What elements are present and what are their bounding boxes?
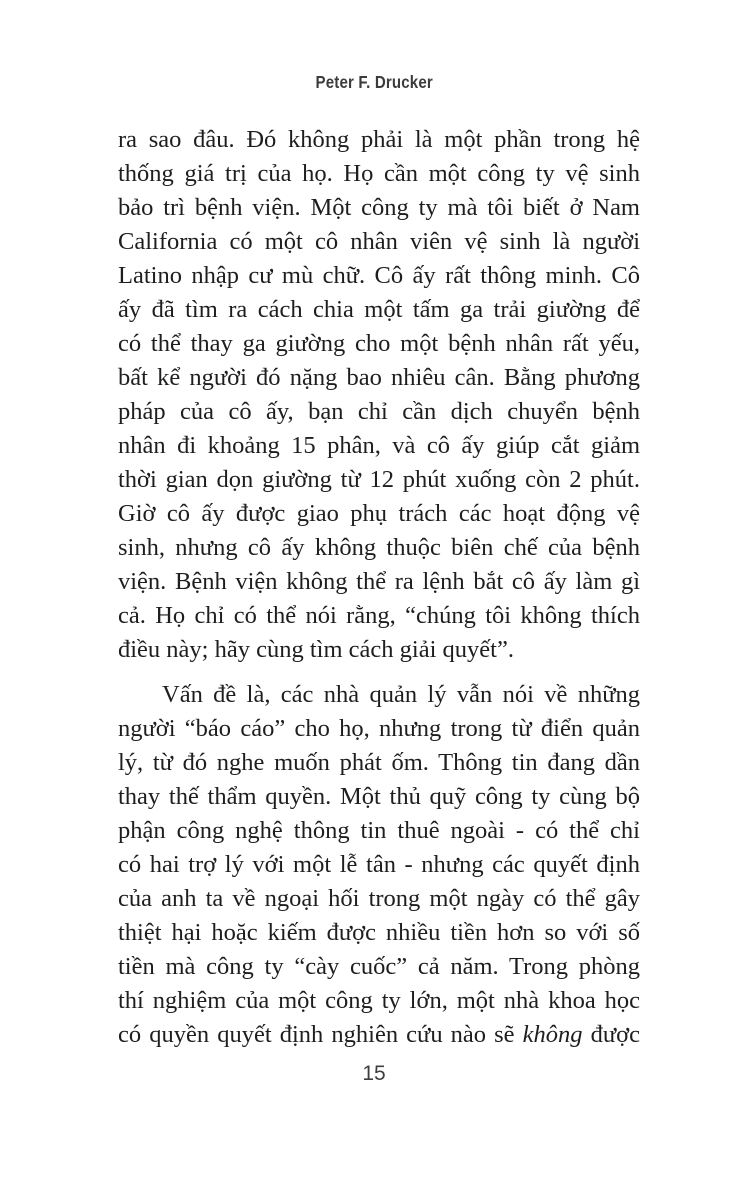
text-line [118,916,640,950]
text-line [118,599,640,633]
text-line [118,565,640,599]
text-segment: người “báo cáo” cho họ, nhưng trong từ điển quản [118,715,640,742]
text-line [118,531,640,565]
text-line [118,746,640,780]
text-segment: thiệt hại hoặc kiếm được nhiều tiền hơn so với số [118,919,640,946]
text-segment: thống giá trị của họ. Họ cần một công ty vệ sinh [118,160,640,187]
text-segment: thí nghiệm của một công ty lớn, một nhà khoa học [118,987,640,1014]
text-segment: có quyền quyết định nghiên cứu nào sẽ [118,1021,515,1048]
text-line [118,984,640,1018]
text-segment: Latino nhập cư mù chữ. Cô ấy rất thông minh. Cô [118,262,640,289]
text-line [118,463,640,497]
text-segment: Giờ cô ấy được giao phụ trách các hoạt động vệ [118,500,640,527]
text-segment: California có một cô nhân viên vệ sinh là người [118,228,640,255]
text-segment: Vấn đề là, các nhà quản lý vẫn nói về những [162,681,640,708]
text-line [118,633,640,667]
text-segment: cả. Họ chỉ có thể nói rằng, “chúng tôi không thích [118,602,640,629]
text-segment: được [590,1021,640,1048]
text-segment: có thể thay ga giường cho một bệnh nhân rất yếu, [118,330,640,357]
text-segment: thay thế thẩm quyền. Một thủ quỹ công ty cùng bộ [118,783,640,810]
text-block [118,123,640,1052]
text-line [118,678,640,712]
text-line [118,429,640,463]
paragraph [118,678,640,1052]
text-segment: bất kể người đó nặng bao nhiêu cân. Bằng phương [118,364,640,391]
text-segment: có hai trợ lý với một lễ tân - nhưng các quyết định [118,851,640,878]
text-line [118,497,640,531]
text-line [118,712,640,746]
text-line [118,848,640,882]
page-number-value: 15 [362,1062,386,1085]
text-segment: tiền mà công ty “cày cuốc” cả năm. Trong phòng [118,953,640,980]
text-segment: điều này; hãy cùng tìm cách giải quyết”. [118,636,514,663]
text-segment: phận công nghệ thông tin thuê ngoài - có thể chỉ [118,817,640,844]
paragraph [118,123,640,667]
text-line [118,361,640,395]
text-line [118,950,640,984]
text-segment: của anh ta về ngoại hối trong một ngày có thể gây [118,885,640,912]
text-segment: pháp của cô ấy, bạn chỉ cần dịch chuyển bệnh [118,398,640,425]
running-header-title: Peter F. Drucker [315,72,433,92]
text-line [118,157,640,191]
text-segment: bảo trì bệnh viện. Một công ty mà tôi biết ở Nam [118,194,640,221]
emphasized-text: không [522,1021,583,1048]
text-segment: thời gian dọn giường từ 12 phút xuống còn 2 phút. [118,466,640,493]
text-line [118,225,640,259]
text-segment: viện. Bệnh viện không thể ra lệnh bắt cô ấy làm gì [118,568,640,595]
text-segment: nhân đi khoảng 15 phân, và cô ấy giúp cắt giảm [118,432,640,459]
text-line [118,123,640,157]
text-line [118,814,640,848]
text-line [118,882,640,916]
text-line [118,395,640,429]
text-segment: ấy đã tìm ra cách chia một tấm ga trải giường để [118,296,640,323]
text-segment: ra sao đâu. Đó không phải là một phần trong hệ [118,126,640,153]
text-line [118,191,640,225]
text-line [118,327,640,361]
page-number [0,1062,748,1086]
running-header [0,72,748,93]
text-segment: lý, từ đó nghe muốn phát ốm. Thông tin đang dần [118,749,640,776]
text-segment: sinh, nhưng cô ấy không thuộc biên chế của bệnh [118,534,640,561]
text-line [118,1018,640,1052]
text-line [118,259,640,293]
text-line [118,780,640,814]
text-line [118,293,640,327]
